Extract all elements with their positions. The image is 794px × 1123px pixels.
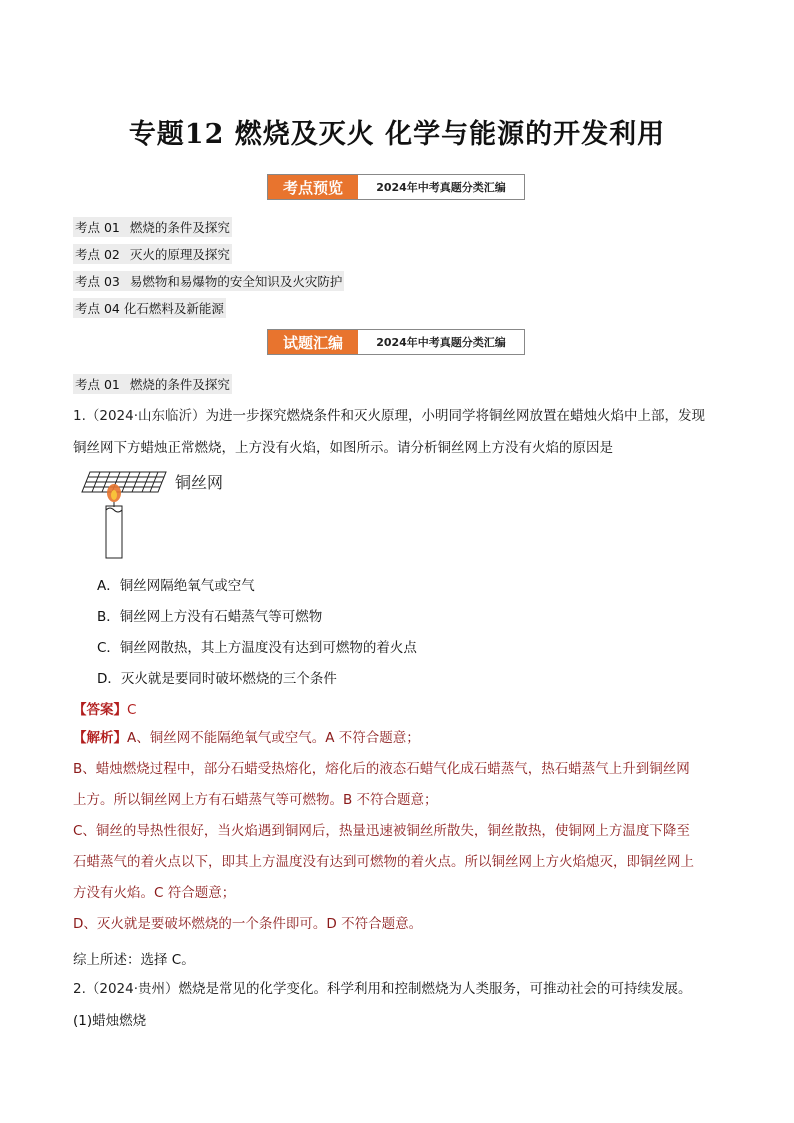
kaodian-text: 化石燃料及新能源: [123, 301, 224, 316]
banner-tag: 考点预览: [268, 175, 358, 199]
analysis-line: D、灭火就是要破坏燃烧的一个条件即可。D 不符合题意。: [73, 916, 423, 932]
copper-mesh-candle-figure: [72, 464, 232, 560]
question-source: 1.（2024·山东临沂）: [73, 408, 206, 424]
section-heading: [73, 374, 232, 394]
question-subpart: (1)蜡烛燃烧: [73, 1013, 147, 1029]
option-b: B．铜丝网上方没有石蜡蒸气等可燃物: [97, 609, 323, 625]
kaodian-number: 考点 02: [75, 247, 120, 262]
option-c: C．铜丝网散热，其上方温度没有达到可燃物的着火点: [97, 640, 417, 656]
option-d: D．灭火就是要同时破坏燃烧的三个条件: [97, 671, 337, 687]
question-2-stem: [73, 973, 723, 1037]
kaodian-item: [73, 271, 344, 291]
kaodian-item: [73, 298, 226, 318]
question-text: 燃烧是常见的化学变化。科学利用和控制燃烧为人类服务，可推动社会的可持续发展。: [178, 981, 692, 997]
kaodian-number: 考点 03: [75, 274, 120, 289]
question-text: 为进一步探究燃烧条件和灭火原理，小明同学将铜丝网放置在蜡烛火焰中上部，发现: [205, 408, 706, 424]
banner-tag: 试题汇编: [268, 330, 358, 354]
answer: [73, 698, 136, 718]
banner-subtitle: 2024年中考真题分类汇编: [376, 336, 506, 349]
banner-subtitle: 2024年中考真题分类汇编: [376, 181, 506, 194]
kaodian-number: 考点 04: [75, 301, 120, 316]
kaodian-text: 易燃物和易爆物的安全知识及火灾防护: [129, 274, 343, 289]
kaodian-text: 燃烧的条件及探究: [129, 220, 230, 235]
answer-value: C: [127, 702, 137, 718]
question-source: 2.（2024·贵州）: [73, 981, 179, 997]
analysis-line: A、铜丝网不能隔绝氧气或空气。A 不符合题意；: [127, 730, 420, 746]
question-1-stem: [73, 400, 723, 464]
analysis-line: B、蜡烛燃烧过程中，部分石蜡受热熔化，熔化后的液态石蜡气化成石蜡蒸气，热石蜡蒸气上升到铜丝网: [73, 761, 690, 777]
section-banner-questions: [267, 329, 525, 355]
analysis-line: 方没有火焰。C 符合题意；: [73, 885, 236, 901]
section-banner-preview: [267, 174, 525, 200]
figure-label: 铜丝网: [175, 473, 224, 492]
kaodian-number: 考点 01: [75, 377, 120, 392]
page-title: 专题12 燃烧及灭火 化学与能源的开发利用: [128, 119, 666, 150]
summary: 综上所述：选择 C。: [73, 952, 195, 968]
kaodian-item: [73, 244, 232, 264]
analysis-line: C、铜丝的导热性很好，当火焰遇到铜网后，热量迅速被铜丝所散失，铜丝散热，使铜网上方温度下降至: [73, 823, 690, 839]
analysis-line: 石蜡蒸气的着火点以下，即其上方温度没有达到可燃物的着火点。所以铜丝网上方火焰熄灭，即铜丝网上: [73, 854, 694, 870]
question-text: 铜丝网下方蜡烛正常燃烧，上方没有火焰，如图所示。请分析铜丝网上方没有火焰的原因是: [73, 440, 613, 456]
analysis-line: 上方。所以铜丝网上方有石蜡蒸气等可燃物。B 不符合题意；: [73, 792, 438, 808]
kaodian-item: [73, 217, 232, 237]
option-a: A．铜丝网隔绝氧气或空气: [97, 578, 255, 594]
kaodian-number: 考点 01: [75, 220, 120, 235]
analysis: [73, 723, 723, 940]
analysis-label: 【解析】: [73, 730, 127, 746]
kaodian-text: 灭火的原理及探究: [129, 247, 230, 262]
answer-label: 【答案】: [73, 702, 127, 718]
kaodian-text: 燃烧的条件及探究: [129, 377, 230, 392]
